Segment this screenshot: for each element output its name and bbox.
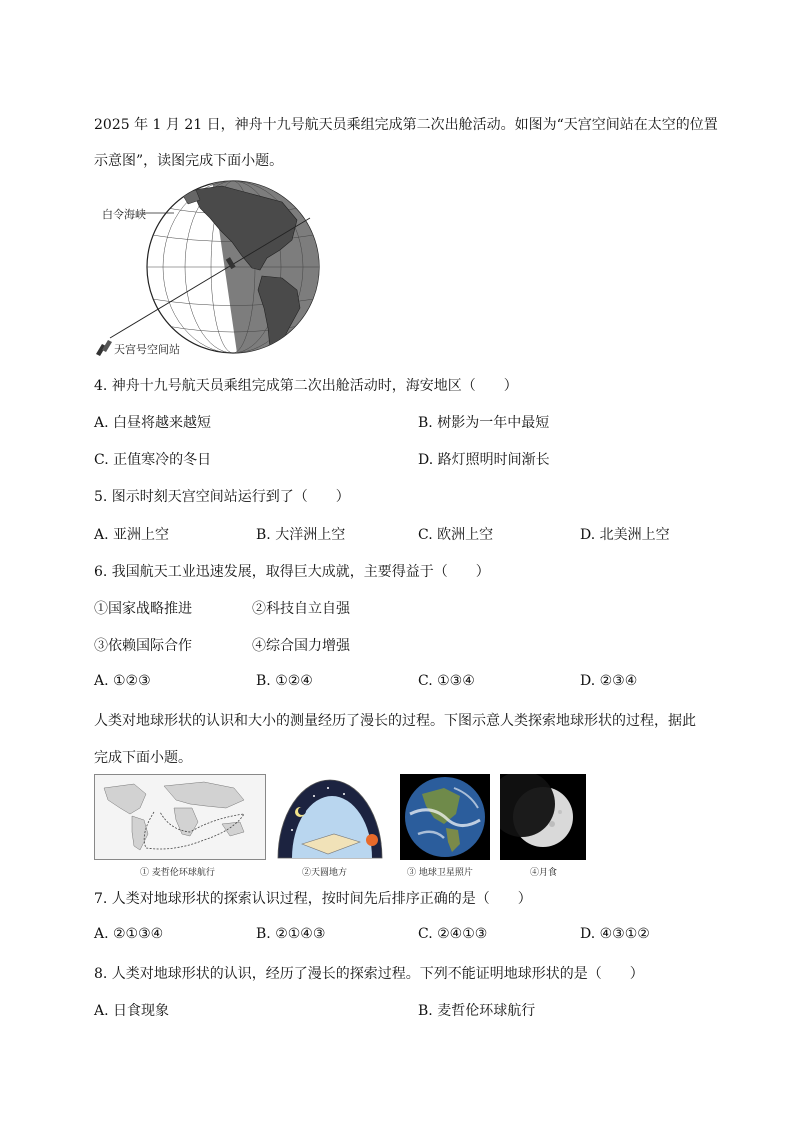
q6-statement-2: ②科技自立自强	[252, 601, 350, 617]
intro-2-line-2: 完成下面小题。	[94, 750, 192, 766]
q4-option-c[interactable]: C. 正值寒冷的冬日	[94, 452, 212, 468]
caption-fig-4: ④月食	[530, 868, 558, 878]
q6-option-a[interactable]: A. ①②③	[94, 673, 151, 689]
q8-option-a[interactable]: A. 日食现象	[94, 1003, 170, 1019]
q6-statement-3: ③依赖国际合作	[94, 638, 192, 654]
q7-option-c[interactable]: C. ②④①③	[418, 926, 488, 942]
q4-stem: 4. 神舟十九号航天员乘组完成第二次出舱活动时，海安地区（ ）	[94, 378, 518, 394]
q5-option-c[interactable]: C. 欧洲上空	[418, 527, 494, 543]
q4-option-d[interactable]: D. 路灯照明时间渐长	[418, 452, 550, 468]
q6-option-c[interactable]: C. ①③④	[418, 673, 475, 689]
caption-fig-1: ① 麦哲伦环球航行	[140, 868, 215, 878]
intro-2-line-1: 人类对地球形状的认识和大小的测量经历了漫长的过程。下图示意人类探索地球形状的过程，据此	[94, 713, 696, 729]
figure-globe	[92, 180, 332, 360]
figure-magellan-map	[94, 774, 266, 860]
q4-option-b[interactable]: B. 树影为一年中最短	[418, 415, 550, 431]
figure-sky-dome	[274, 774, 386, 860]
q6-statement-1: ①国家战略推进	[94, 601, 192, 617]
q7-option-d[interactable]: D. ④③①②	[580, 926, 650, 942]
q5-stem: 5. 图示时刻天宫空间站运行到了（ ）	[94, 489, 350, 505]
intro-1-line-1: 2025 年 1 月 21 日，神舟十九号航天员乘组完成第二次出舱活动。如图为“天宫空间站在太空的位置	[94, 117, 718, 133]
q5-option-a[interactable]: A. 亚洲上空	[94, 527, 170, 543]
q5-option-b[interactable]: B. 大洋洲上空	[256, 527, 346, 543]
caption-fig-3: ③ 地球卫星照片	[407, 868, 473, 878]
q6-statement-4: ④综合国力增强	[252, 638, 350, 654]
q7-stem: 7. 人类对地球形状的探索认识过程，按时间先后排序正确的是（ ）	[94, 891, 532, 907]
q6-option-b[interactable]: B. ①②④	[256, 673, 313, 689]
q8-stem: 8. 人类对地球形状的认识，经历了漫长的探索过程。下列不能证明地球形状的是（ ）	[94, 966, 644, 982]
figure-earth-photo	[400, 774, 490, 860]
q6-stem: 6. 我国航天工业迅速发展，取得巨大成就，主要得益于（ ）	[94, 564, 490, 580]
intro-1-line-2: 示意图”，读图完成下面小题。	[94, 153, 284, 169]
figure-lunar-eclipse	[500, 774, 586, 860]
q5-option-d[interactable]: D. 北美洲上空	[580, 527, 670, 543]
label-bering-strait: 白令海峡	[102, 208, 146, 221]
q7-option-b[interactable]: B. ②①④③	[256, 926, 326, 942]
q6-option-d[interactable]: D. ②③④	[580, 673, 638, 689]
q8-option-b[interactable]: B. 麦哲伦环球航行	[418, 1003, 536, 1019]
caption-fig-2: ②天圆地方	[302, 868, 348, 878]
label-tiangong-station: 天宫号空间站	[114, 343, 180, 356]
q4-option-a[interactable]: A. 白昼将越来越短	[94, 415, 212, 431]
q7-option-a[interactable]: A. ②①③④	[94, 926, 164, 942]
